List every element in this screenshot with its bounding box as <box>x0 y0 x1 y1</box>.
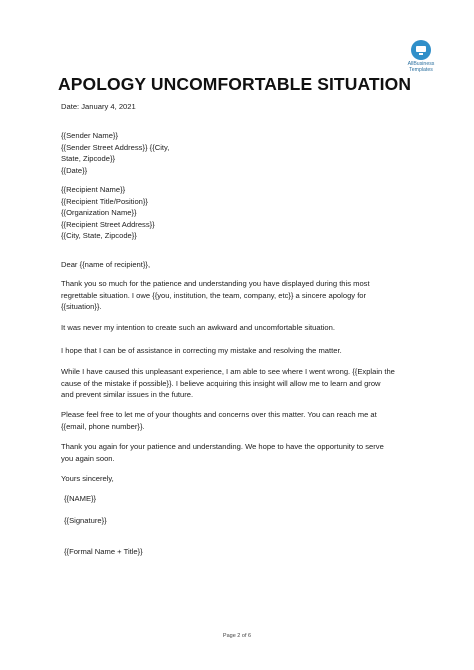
paragraph: Thank you so much for the patience and understanding you have displayed during this most <box>61 279 370 288</box>
page-number: Page 2 of 6 <box>222 633 252 639</box>
allbusiness-logo <box>404 40 438 73</box>
paragraph: {{situation}}. <box>61 302 102 311</box>
computer-icon <box>411 40 431 60</box>
paragraph: Please feel free to let me of your thoughts and concerns over this matter. You can reach me at <box>61 410 377 419</box>
logo-line-1: AllBusiness <box>407 61 435 67</box>
paragraph: {{email, phone number}}. <box>61 421 145 431</box>
signature-name: {{NAME}} <box>64 494 97 503</box>
paragraph: cause of the mistake if possible}}. I believe acquiring this insight will allow me to learn and grow <box>61 378 381 388</box>
greeting: Dear {{name of recipient}}, <box>61 260 151 269</box>
paragraph: and prevent similar issues in the future. <box>61 390 194 399</box>
closing: Yours sincerely, <box>61 474 114 483</box>
recipient-street: {{Recipient Street Address}} <box>61 219 155 229</box>
document-title: APOLOGY UNCOMFORTABLE SITUATION <box>58 74 412 94</box>
recipient-name: {{Recipient Name}} <box>61 185 126 194</box>
sender-address-line-2: State, Zipcode}} <box>61 154 116 163</box>
signature-placeholder: {{Signature}} <box>64 516 107 525</box>
recipient-title: {{Recipient Title/Position}} <box>61 196 148 206</box>
paragraph: you again soon. <box>61 453 115 463</box>
recipient-organization: {{Organization Name}} <box>61 208 137 217</box>
paragraph: While I have caused this unpleasant experience, I am able to see where I went wrong. {{Explain the <box>61 367 395 376</box>
logo-text <box>404 61 438 73</box>
paragraph: regrettable situation. I owe {{you, institution, the team, company, etc}} a sincere apology for <box>61 290 367 300</box>
sender-date: {{Date}} <box>61 165 88 175</box>
paragraph: It was never my intention to create such an awkward and uncomfortable situation. <box>61 323 335 332</box>
paragraph: Thank you again for your patience and understanding. We hope to have the opportunity to serve <box>61 442 384 451</box>
logo-line-2: Templates <box>409 67 433 73</box>
sender-address-line-1: {{Sender Street Address}} {{City, <box>61 142 170 152</box>
paragraph: I hope that I can be of assistance in correcting my mistake and resolving the matter. <box>61 346 342 355</box>
formal-name-title: {{Formal Name + Title}} <box>64 547 143 556</box>
recipient-city: {{City, State, Zipcode}} <box>61 231 137 240</box>
sender-name: {{Sender Name}} <box>61 131 118 140</box>
letter-date: Date: January 4, 2021 <box>61 102 136 111</box>
